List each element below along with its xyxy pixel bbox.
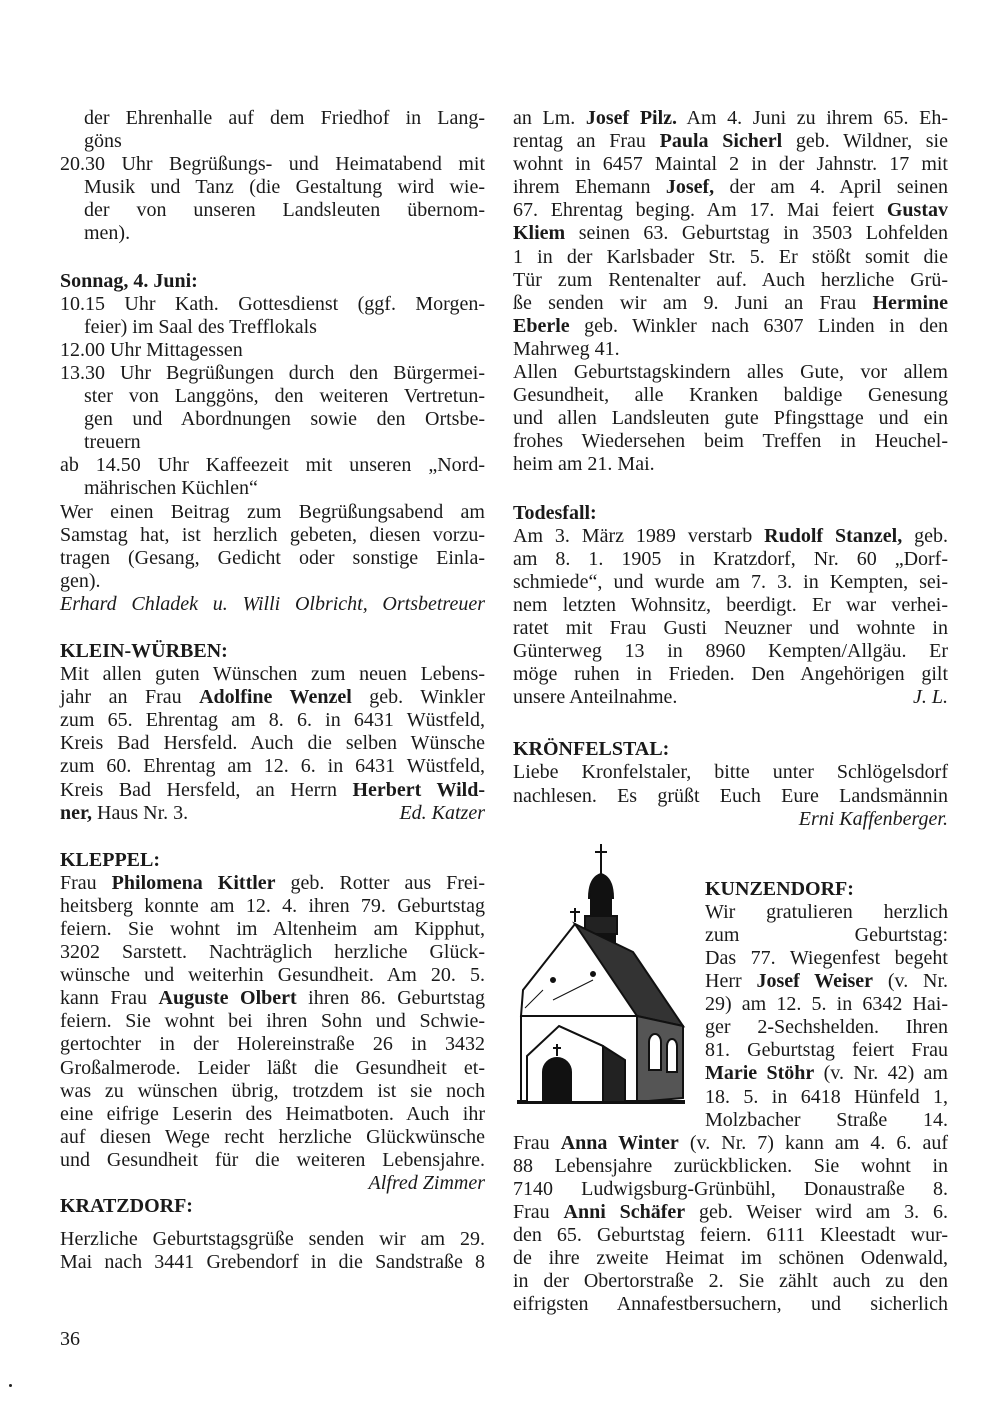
text-line — [705, 970, 948, 993]
text-run: der Ehrenhalle auf dem Friedhof in Lang- — [84, 107, 485, 129]
text-line — [513, 1270, 948, 1293]
section-heading — [60, 640, 485, 663]
text-line — [513, 176, 948, 199]
text-run: 81. Geburtstag feiert Frau — [705, 1039, 948, 1062]
paragraph — [513, 525, 948, 710]
text-run: 20.30 Uhr Begrüßungs- und Heimatabend mit — [60, 153, 485, 176]
text-run: in der Obertorstraße 2. Sie zählt auch zu den — [513, 1270, 948, 1293]
text-run: ratet mit Frau Gusti Neuzner und wohnte in — [513, 616, 948, 639]
text-line — [60, 593, 485, 616]
kunzendorf-section — [513, 878, 948, 1317]
text-line — [513, 292, 948, 315]
text-line — [60, 1010, 485, 1033]
bold-name: Adolfine Wenzel — [199, 686, 352, 709]
scan-speck — [9, 1384, 12, 1387]
text-run: zum 60. Ehrentag am 12. 6. in 6431 Wüstfeld, — [60, 755, 485, 778]
text-run: schmiede“, und wurde am 7. 3. in Kempten, sei- — [513, 570, 948, 593]
text-run: feiern. Sie wohnt bei ihren Sohn und Schwie- — [60, 1010, 485, 1033]
text-run: 12.00 Uhr Mittagessen — [60, 338, 243, 361]
text-line — [513, 640, 948, 663]
text-line — [60, 316, 485, 339]
text-run: Gesundheit, alle Kranken baldige Genesung — [513, 384, 948, 407]
paragraph — [60, 872, 485, 1195]
text-run: 88 Lebensjahre zurückblicken. Sie wohnt in — [513, 1154, 948, 1177]
section-heading — [513, 502, 948, 525]
text-line — [60, 1080, 485, 1103]
text-line — [513, 130, 948, 153]
signature: Ed. Katzer — [399, 801, 485, 824]
bold-name: Josef Weiser — [756, 970, 874, 993]
text-line — [60, 293, 485, 316]
text-run: am 8. 1. 1905 in Kratzdorf, Nr. 60 „Dorf- — [513, 547, 948, 570]
text-run: eifrigsten Annafestbersuchern, und sicherlich — [513, 1293, 948, 1316]
heading-text: KRÖNFELSTAL: — [513, 738, 670, 761]
bold-name: Marie Stöhr — [705, 1062, 815, 1085]
text-line — [513, 594, 948, 617]
text-run: Herr — [705, 970, 757, 993]
bold-name: Eberle — [513, 314, 570, 337]
text-run: ster von Langgöns, den weiteren Vertretun- — [84, 385, 485, 408]
text-line — [513, 571, 948, 594]
bold-name: Philomena Kittler — [111, 871, 276, 894]
text-run: ab 14.50 Uhr Kaffeezeit mit unseren „Nord- — [60, 454, 485, 477]
paragraph — [60, 1228, 485, 1274]
text-run: möge ruhen in Frieden. Den Angehörigen gilt — [513, 663, 948, 686]
text-run: feier) im Saal des Trefflokals — [84, 315, 317, 338]
text-run: geb. Rotter aus Frei- — [275, 871, 485, 894]
text-run: nachlesen. Es grüßt Euch Eure Landsmännin — [513, 784, 948, 807]
text-run: Kreis Bad Hersfeld, an Herrn — [60, 778, 353, 801]
text-line — [60, 779, 485, 802]
text-line — [60, 987, 485, 1010]
text-run: und Gesundheit für die weiteren Lebensjahre. — [60, 1148, 485, 1171]
bold-name: Paula Sicherl — [659, 130, 783, 153]
bold-name: Gustav — [886, 199, 948, 222]
text-run: unsere Anteilnahme. — [513, 686, 678, 709]
text-run: treuern — [84, 431, 141, 454]
text-line — [513, 686, 948, 709]
text-line — [513, 315, 948, 338]
text-line — [705, 1062, 948, 1085]
text-line — [60, 339, 485, 362]
text-run: was zu wünschen übrig, trotzdem ist sie noch — [60, 1079, 485, 1102]
text-line — [513, 548, 948, 571]
heading-text: Todesfall: — [513, 501, 597, 524]
paragraph — [60, 663, 485, 825]
text-run: an Lm. — [513, 107, 586, 129]
text-run: und allen Landsleuten gute Pfingsttage und ein — [513, 407, 948, 430]
text-line — [705, 947, 948, 970]
text-run: Frau — [513, 1201, 564, 1224]
text-run: jahr an Frau — [60, 686, 200, 709]
text-line — [513, 525, 948, 548]
text-line — [513, 1224, 948, 1247]
paragraph — [513, 761, 948, 830]
text-run: Wer einen Beitrag zum Begrüßungsabend am — [60, 500, 485, 523]
text-line — [60, 872, 485, 895]
section-heading — [60, 849, 485, 872]
text-run: ihren 86. Geburtstag — [296, 987, 485, 1010]
heading-text: KUNZENDORF: — [705, 877, 854, 900]
text-line — [513, 384, 948, 407]
text-line — [60, 408, 485, 431]
text-line — [60, 663, 485, 686]
bold-name: ner, — [60, 801, 93, 824]
text-run: geb. Weiser wird am 3. 6. — [685, 1201, 948, 1224]
text-line — [513, 1155, 948, 1178]
right-column — [513, 107, 948, 1317]
text-run: nem letzten Wohnsitz, beerdigt. Er war verhei- — [513, 593, 948, 616]
schedule-list — [60, 293, 485, 501]
text-line — [513, 430, 948, 453]
text-run: 10.15 Uhr Kath. Gottesdienst (ggf. Morgen- — [60, 292, 485, 315]
text-run: (v. Nr. 7) kann am 4. 6. auf — [678, 1131, 948, 1154]
page-number: 36 — [60, 1328, 80, 1350]
text-run: feiern. Sie wohnt im Altenheim am Kipphut, — [60, 918, 485, 940]
bold-name: Hermine — [872, 291, 948, 314]
text-line — [513, 153, 948, 176]
text-run: Liebe Kronfelstaler, bitte unter Schlögelsdorf — [513, 761, 948, 784]
text-run: de ihre zweite Heimat im schönen Odenwald, — [513, 1247, 948, 1270]
text-line — [705, 993, 948, 1016]
text-run: eine eifrige Leserin des Heimatboten. Auch ihr — [60, 1102, 485, 1125]
text-line — [60, 941, 485, 964]
paragraph — [60, 501, 485, 593]
text-line — [513, 761, 948, 784]
text-line — [513, 269, 948, 292]
text-line — [60, 918, 485, 941]
bold-name: Josef Pilz. — [585, 107, 678, 129]
text-run: Großalmerode. Leider läßt die Gesundheit et- — [60, 1056, 485, 1079]
left-column — [60, 107, 485, 1274]
text-line — [513, 1178, 948, 1201]
text-line — [60, 130, 485, 153]
text-line — [60, 176, 485, 199]
text-line — [60, 1057, 485, 1080]
text-line — [60, 1228, 485, 1251]
text-run: der von unseren Landsleuten übernom- — [84, 199, 485, 222]
bold-name: Herbert Wild- — [352, 778, 485, 801]
text-line — [60, 222, 485, 245]
text-line — [705, 1109, 948, 1132]
text-line — [60, 755, 485, 778]
text-line — [60, 547, 485, 570]
text-run: ger 2-Sechshelden. Ihren — [705, 1016, 948, 1039]
text-run: Kreis Bad Hersfeld. Auch die selben Wünsche — [60, 732, 485, 755]
text-run: Molzbacher Straße 14. — [705, 1108, 948, 1131]
text-run: rentag an Frau — [513, 130, 660, 153]
text-run: Frau — [513, 1131, 561, 1154]
text-line — [513, 785, 948, 808]
heading-text: Sonnag, 4. Juni: — [60, 269, 198, 292]
text-line — [60, 524, 485, 547]
text-run: geb. Winkler nach 6307 Linden in den — [569, 314, 948, 337]
text-line — [60, 431, 485, 454]
text-line — [60, 1126, 485, 1149]
text-run: Tür zum Rentenalter auf. Auch herzliche Grü- — [513, 268, 948, 291]
text-line — [60, 199, 485, 222]
text-line — [60, 362, 485, 385]
text-run: geb. Wildner, sie — [782, 130, 948, 153]
text-line — [513, 361, 948, 384]
text-run: (v. Nr. — [873, 970, 949, 993]
text-run: zum Geburtstag: — [705, 923, 948, 946]
bold-name: Kliem — [513, 222, 566, 245]
text-run: ße senden wir am 9. Juni an Frau — [513, 291, 873, 314]
text-run: Samstag hat, ist herzlich gebeten, diesen vorzu- — [60, 523, 485, 546]
text-run: gen). — [60, 569, 101, 592]
text-run: Günterweg 13 in 8960 Kempten/Allgäu. Er — [513, 640, 948, 663]
text-run: Herzliche Geburtstagsgrüße senden wir am 29. — [60, 1228, 485, 1251]
text-line — [705, 1016, 948, 1039]
text-run: 29) am 12. 5. in 6342 Hai- — [705, 993, 948, 1016]
text-run: heim am 21. Mai. — [513, 453, 655, 476]
text-run: heitsberg konnte am 12. 4. ihren 79. Geburtstag — [60, 894, 485, 917]
text-line — [513, 407, 948, 430]
text-line — [60, 570, 485, 593]
heading-text: KRATZDORF: — [60, 1195, 193, 1218]
text-line — [513, 808, 948, 831]
text-line — [60, 454, 485, 477]
text-line — [513, 617, 948, 640]
text-run: wünsche und weiterhin Gesundheit. Am 20. 5. — [60, 964, 485, 987]
text-line — [513, 107, 948, 130]
text-line — [60, 732, 485, 755]
text-run: Frau — [60, 871, 112, 894]
signature: Alfred Zimmer — [368, 1172, 485, 1195]
text-line — [60, 964, 485, 987]
text-line — [513, 338, 948, 361]
paragraph — [513, 361, 948, 476]
text-run: Musik und Tanz (die Gestaltung wird wie- — [84, 176, 485, 199]
text-line — [60, 153, 485, 176]
paragraph — [513, 107, 948, 361]
text-line — [705, 1039, 948, 1062]
text-line — [513, 453, 948, 476]
section-heading — [60, 270, 485, 293]
text-run: gen und Abordnungen sowie den Ortsbe- — [84, 408, 485, 431]
text-run: 7140 Ludwigsburg-Grünbühl, Donaustraße 8. — [513, 1177, 948, 1200]
text-run: Mahrweg 41. — [513, 337, 620, 360]
text-run: göns — [84, 130, 122, 153]
text-line — [60, 477, 485, 500]
text-line — [513, 199, 948, 222]
text-line — [60, 1251, 485, 1274]
text-run: Das 77. Wiegenfest begeht — [705, 947, 948, 969]
text-run: zum 65. Ehrentag am 8. 6. in 6431 Wüstfeld, — [60, 709, 485, 732]
text-line — [513, 1132, 948, 1155]
text-run: Allen Geburtstagskindern alles Gute, vor allem — [513, 361, 948, 384]
heading-text: KLEIN-WÜRBEN: — [60, 639, 228, 662]
text-run: Am 3. März 1989 verstarb — [513, 524, 765, 547]
text-line — [60, 895, 485, 918]
text-run: der am 4. April seinen — [714, 176, 948, 199]
text-run: den 65. Geburtstag feiern. 6111 Kleestadt wur- — [513, 1224, 948, 1247]
heading-text: KLEPPEL: — [60, 848, 161, 871]
text-run: Mai nach 3441 Grebendorf in die Sandstraße 8 — [60, 1251, 485, 1274]
text-run: Wir gratulieren herzlich — [705, 900, 948, 923]
text-line — [60, 1149, 485, 1172]
text-run: auf diesen Wege recht herzliche Glückwünsche — [60, 1125, 485, 1148]
text-line — [705, 924, 948, 947]
text-line — [60, 385, 485, 408]
text-line — [513, 1201, 948, 1224]
text-line — [60, 107, 485, 130]
text-run: ihrem Ehemann — [513, 176, 666, 199]
text-line — [513, 1293, 948, 1316]
text-run: kann Frau — [60, 987, 159, 1010]
text-run: gertochter in der Holereinstraße 26 in 3432 — [60, 1033, 485, 1056]
text-line — [60, 709, 485, 732]
text-run: 1 in der Karlsbader Str. 5. Er stößt somit die — [513, 245, 948, 268]
text-line — [60, 686, 485, 709]
text-run: mährischen Küchlen“ — [84, 477, 258, 500]
section-heading — [513, 738, 948, 761]
bold-name: Josef, — [665, 176, 715, 199]
text-run: men). — [84, 222, 131, 245]
text-run: seinen 63. Geburtstag in 3503 Lohfelden — [565, 222, 948, 245]
text-run: Mit allen guten Wünschen zum neuen Lebens- — [60, 663, 485, 686]
text-run: geb. Winkler — [351, 686, 485, 709]
text-line — [60, 1033, 485, 1056]
text-run: wohnt in 6457 Maintal 2 in der Jahnstr. 17 mit — [513, 153, 948, 176]
signature: Erhard Chladek u. Willi Olbricht, Ortsbetreuer — [60, 592, 485, 615]
text-run: geb. — [902, 524, 948, 547]
bold-name: Auguste Olbert — [158, 987, 297, 1010]
text-run: Haus Nr. 3. — [92, 801, 189, 824]
paragraph — [60, 593, 485, 616]
bold-name: Anni Schäfer — [563, 1201, 686, 1224]
signature: Erni Kaffenberger. — [798, 807, 948, 830]
text-line — [60, 1172, 485, 1195]
text-run: 67. Ehrentag beging. Am 17. Mai feiert — [513, 199, 887, 222]
text-line — [60, 1103, 485, 1126]
text-line — [60, 501, 485, 524]
text-line — [513, 663, 948, 686]
text-line — [60, 802, 485, 825]
bold-name: Rudolf Stanzel, — [764, 524, 903, 547]
text-run: (v. Nr. 42) am — [814, 1062, 948, 1085]
section-heading — [60, 1195, 485, 1218]
text-line — [705, 1086, 948, 1109]
text-run: frohes Wiedersehen beim Treffen in Heuchel- — [513, 430, 948, 453]
text-run: 18. 5. in 6418 Hünfeld 1, — [705, 1085, 948, 1108]
text-line — [513, 222, 948, 245]
text-line — [705, 901, 948, 924]
bold-name: Anna Winter — [560, 1131, 679, 1154]
schedule-list — [60, 107, 485, 246]
text-run: 13.30 Uhr Begrüßungen durch den Bürgermei- — [60, 361, 485, 384]
signature: J. L. — [913, 686, 948, 709]
text-line — [513, 246, 948, 269]
text-run: tragen (Gesang, Gedicht oder sonstige Einla- — [60, 546, 485, 569]
text-run: 3202 Sarstett. Nachträglich herzliche Glück- — [60, 941, 485, 964]
text-run: Am 4. Juni zu ihrem 65. Eh- — [677, 107, 949, 129]
church-illustration — [513, 840, 691, 1112]
text-line — [513, 1247, 948, 1270]
